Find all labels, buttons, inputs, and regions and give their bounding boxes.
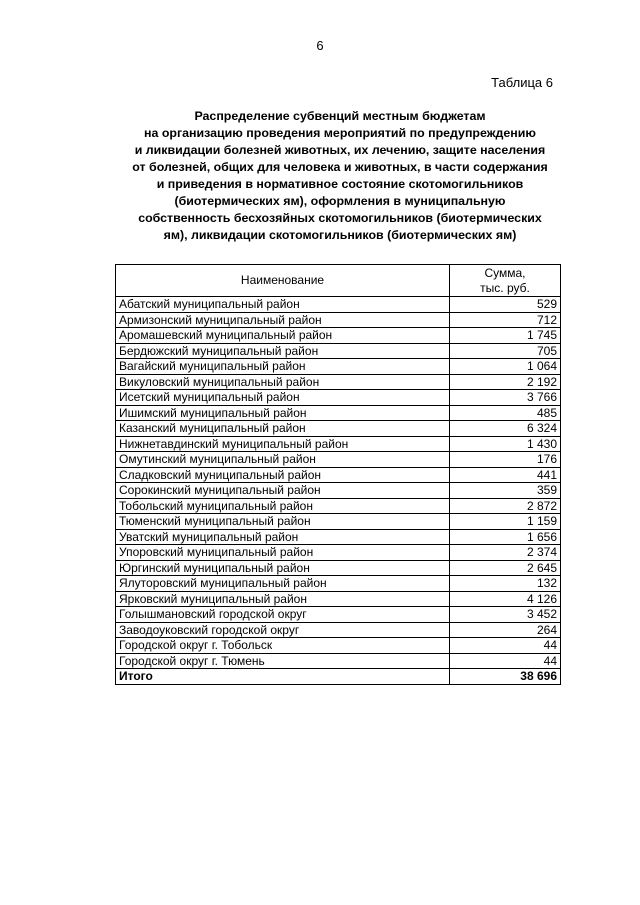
title-line: (биотермических ям), оформления в муниципальную <box>174 194 506 208</box>
table-row <box>116 405 561 421</box>
row-name: Ялуторовский муниципальный район <box>116 576 450 592</box>
document-title <box>100 108 580 244</box>
table-row <box>116 576 561 592</box>
row-amount: 264 <box>450 622 561 638</box>
table-row <box>116 514 561 530</box>
table-row <box>116 653 561 669</box>
table-row <box>116 390 561 406</box>
header-amount <box>450 265 561 297</box>
title-line: и ликвидации болезней животных, их лечению, защите населения <box>134 143 546 157</box>
row-name: Тюменский муниципальный район <box>116 514 450 530</box>
row-name: Городской округ г. Тюмень <box>116 653 450 669</box>
table-row <box>116 452 561 468</box>
title-line: собственность бесхозяйных скотомогильников (биотермических <box>138 211 542 225</box>
row-amount: 1 064 <box>450 359 561 375</box>
row-name: Вагайский муниципальный район <box>116 359 450 375</box>
row-amount: 44 <box>450 653 561 669</box>
row-name: Упоровский муниципальный район <box>116 545 450 561</box>
row-amount: 3 766 <box>450 390 561 406</box>
row-amount: 529 <box>450 297 561 313</box>
row-amount: 2 872 <box>450 498 561 514</box>
table-label: Таблица 6 <box>491 75 553 90</box>
row-name: Тобольский муниципальный район <box>116 498 450 514</box>
title-line: Распределение субвенций местным бюджетам <box>194 109 486 123</box>
row-amount: 176 <box>450 452 561 468</box>
table-row <box>116 312 561 328</box>
row-amount: 1 430 <box>450 436 561 452</box>
row-name: Бердюжский муниципальный район <box>116 343 450 359</box>
row-name: Голышмановский городской округ <box>116 607 450 623</box>
title-line: на организацию проведения мероприятий по предупреждению <box>144 126 536 140</box>
total-amount: 38 696 <box>450 669 561 685</box>
row-name: Сладковский муниципальный район <box>116 467 450 483</box>
row-amount: 132 <box>450 576 561 592</box>
table-row <box>116 297 561 313</box>
row-name: Уватский муниципальный район <box>116 529 450 545</box>
header-name: Наименование <box>116 265 450 297</box>
table-row <box>116 467 561 483</box>
row-amount: 1 159 <box>450 514 561 530</box>
page-number: 6 <box>316 38 324 53</box>
title-line: и приведения в нормативное состояние скотомогильников <box>156 177 524 191</box>
row-name: Омутинский муниципальный район <box>116 452 450 468</box>
row-amount: 6 324 <box>450 421 561 437</box>
row-amount: 44 <box>450 638 561 654</box>
row-name: Ярковский муниципальный район <box>116 591 450 607</box>
row-name: Исетский муниципальный район <box>116 390 450 406</box>
header-amount-line2: тыс. руб. <box>480 280 530 295</box>
table-row <box>116 622 561 638</box>
total-label: Итого <box>116 669 450 685</box>
row-name: Нижнетавдинский муниципальный район <box>116 436 450 452</box>
table-row <box>116 545 561 561</box>
table-row <box>116 421 561 437</box>
table-row <box>116 607 561 623</box>
row-amount: 705 <box>450 343 561 359</box>
row-amount: 359 <box>450 483 561 499</box>
row-name: Абатский муниципальный район <box>116 297 450 313</box>
row-name: Викуловский муниципальный район <box>116 374 450 390</box>
table-row <box>116 529 561 545</box>
table-header-row <box>116 265 561 297</box>
table-row <box>116 498 561 514</box>
table-row <box>116 638 561 654</box>
row-amount: 712 <box>450 312 561 328</box>
table-row <box>116 374 561 390</box>
table-row <box>116 483 561 499</box>
title-line: от болезней, общих для человека и животных, в части содержания <box>132 160 548 174</box>
row-name: Сорокинский муниципальный район <box>116 483 450 499</box>
table-row <box>116 359 561 375</box>
row-name: Армизонский муниципальный район <box>116 312 450 328</box>
row-name: Городской округ г. Тобольск <box>116 638 450 654</box>
table-row <box>116 560 561 576</box>
row-name: Юргинский муниципальный район <box>116 560 450 576</box>
row-amount: 2 645 <box>450 560 561 576</box>
table-row <box>116 328 561 344</box>
row-amount: 2 374 <box>450 545 561 561</box>
row-amount: 3 452 <box>450 607 561 623</box>
table-row <box>116 591 561 607</box>
row-amount: 4 126 <box>450 591 561 607</box>
row-name: Заводоуковский городской округ <box>116 622 450 638</box>
table-row <box>116 343 561 359</box>
row-name: Ишимский муниципальный район <box>116 405 450 421</box>
header-amount-line1: Сумма, <box>484 265 526 280</box>
row-amount: 1 656 <box>450 529 561 545</box>
row-amount: 2 192 <box>450 374 561 390</box>
row-name: Аромашевский муниципальный район <box>116 328 450 344</box>
row-name: Казанский муниципальный район <box>116 421 450 437</box>
table-row <box>116 436 561 452</box>
subvention-table <box>115 264 561 685</box>
total-row <box>116 669 561 685</box>
row-amount: 441 <box>450 467 561 483</box>
row-amount: 485 <box>450 405 561 421</box>
row-amount: 1 745 <box>450 328 561 344</box>
title-line: ям), ликвидации скотомогильников (биотермических ям) <box>163 228 517 242</box>
